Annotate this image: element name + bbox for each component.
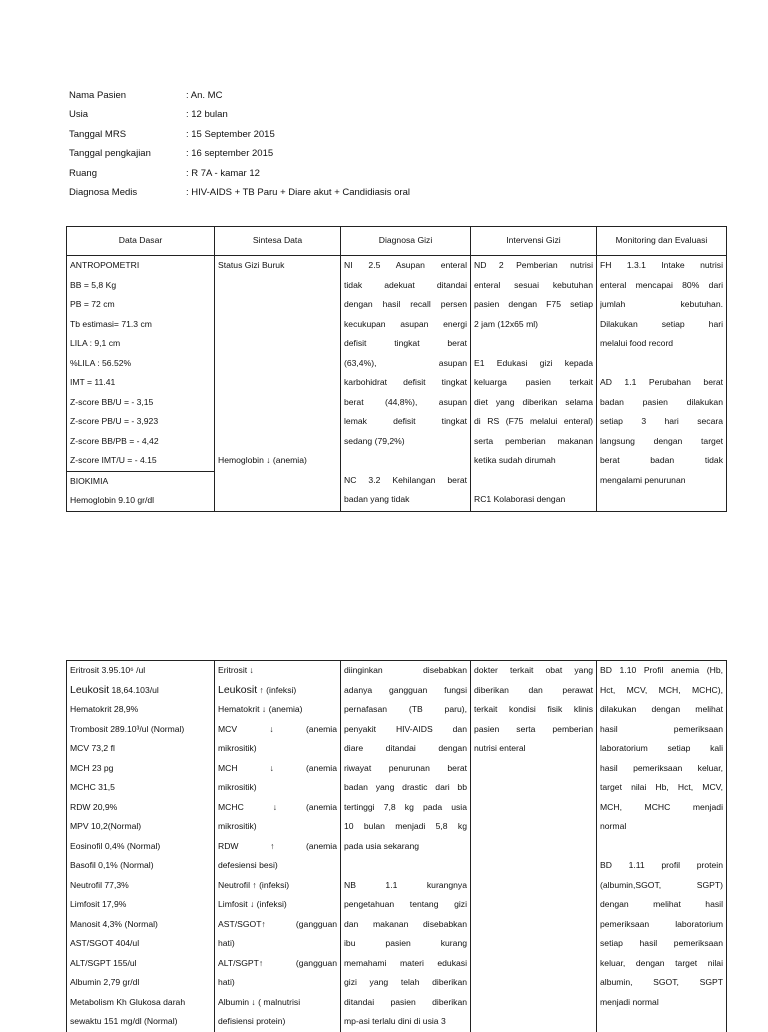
patient-info-row (69, 183, 729, 202)
monitoring-evaluasi-cell (597, 256, 727, 512)
sintesa-data-cell (215, 256, 341, 512)
diagnosis-line: NC 3.2 Kehilangan berat (344, 474, 467, 485)
synthesis-line: Status Gizi Buruk (218, 260, 285, 270)
patient-info-value: : HIV-AIDS + TB Paru + Diare akut + Candidiasis oral (186, 186, 410, 198)
monitoring-line: melalui food record (600, 338, 674, 348)
diagnosis-line: gizi yang telah diberikan (344, 977, 467, 987)
monitoring-line: berat badan tidak (600, 455, 723, 465)
monitoring-line: badan pasien dilakukan (600, 396, 723, 407)
diagnosis-line: tidak adekuat ditandai (344, 279, 467, 290)
diagnosis-line: mp-asi terlalu dini di usia 3 (344, 1016, 446, 1026)
intervensi-continued-cell (471, 661, 597, 1032)
lab-value-line: MPV 10,2(Normal) (70, 821, 142, 831)
intervention-line: 2 jam (12x65 ml) (474, 318, 538, 329)
lab-synthesis-line: ALT/SGPT↑ (gangguan (218, 957, 337, 968)
diagnosis-line: memahami materi edukasi (344, 957, 467, 968)
patient-info (69, 86, 729, 202)
header-intervensi-gizi: Intervensi Gizi (471, 227, 597, 256)
patient-info-row (69, 105, 729, 124)
intervensi-gizi-cell (471, 256, 597, 512)
monitoring-line: pemeriksaan laboratorium (600, 918, 723, 929)
nutrition-care-table-2 (66, 660, 727, 1032)
lab-value-line: Manosit 4,3% (Normal) (70, 918, 158, 929)
lab-value-line: Hematokrit 28,9% (70, 704, 139, 714)
diagnosis-line: riwayat penurunan berat (344, 762, 467, 773)
diagnosis-line: ibu pasien kurang (344, 938, 467, 948)
monitoring-line: (albumin,SGOT, SGPT) (600, 879, 723, 890)
monitoring-line: jumlah kebutuhan. (600, 299, 723, 309)
biochemistry-line: BIOKIMIA (70, 475, 109, 486)
lab-value-line: Basofil 0,1% (Normal) (70, 860, 154, 870)
patient-info-row (69, 144, 729, 163)
lab-value-line: MCHC 31,5 (70, 782, 115, 792)
diagnosis-line: ditandai pasien diberikan (344, 996, 467, 1007)
monitoring-line: BD 1.11 profil protein (600, 860, 723, 870)
lab-synthesis-line: Albumin ↓ ( malnutrisi (218, 996, 301, 1007)
diagnosa-gizi-cell (341, 256, 471, 512)
diagnosis-line: 10 bulan menjadi 5,8 kg (344, 821, 467, 831)
anthropometry-line: Z-score BB/PB = - 4,42 (70, 435, 159, 446)
lab-value-line: Neutrofil 77,3% (70, 879, 129, 890)
diagnosis-line: karbohidrat defisit tingkat (344, 377, 467, 387)
lab-synthesis-cell (215, 661, 341, 1032)
hemoglobin-synthesis: Hemoglobin ↓ (anemia) (218, 455, 307, 465)
patient-info-label: Diagnosa Medis (69, 186, 138, 198)
monitoring-line: BD 1.10 Profil anemia (Hb, (600, 665, 723, 675)
monitoring-line: target nilai Hb, Hct, MCV, (600, 782, 723, 792)
lab-synthesis-line: RDW ↑ (anemia (218, 840, 337, 851)
intervention-line: pasien serta pemberian (474, 723, 593, 734)
monitoring-line: enteral mencapai 80% dari (600, 279, 723, 290)
lab-synthesis-line: mikrositik) (218, 782, 257, 792)
patient-info-value: : 16 september 2015 (186, 148, 274, 160)
diagnosis-line: badan yang drastic dari bb (344, 782, 467, 792)
diagnosa-continued-cell (341, 661, 471, 1032)
diagnosis-line: NB 1.1 kurangnya (344, 879, 467, 890)
lab-synthesis-line: hati) (218, 977, 235, 987)
diagnosis-line: pernafasan (TB paru), (344, 704, 467, 714)
lab-value-line: Limfosit 17,9% (70, 899, 127, 909)
intervention-line: dokter terkait obat yang (474, 665, 593, 675)
lab-value-line: MCV 73,2 fl (70, 743, 115, 753)
anthropometry-line: %LILA : 56.52% (70, 357, 132, 368)
lab-synthesis-line: Neutrofil ↑ (infeksi) (218, 879, 290, 890)
lab-value-line: Trombosit 289.10³/ul (Normal) (70, 723, 185, 734)
lab-data-cell (67, 661, 215, 1032)
monitoring-line: albumin, SGOT, SGPT (600, 977, 723, 987)
anthropometry-line: Tb estimasi= 71.3 cm (70, 318, 152, 329)
patient-info-label: Tanggal pengkajian (69, 148, 151, 160)
intervention-line: serta pemberian makanan (474, 435, 593, 446)
anthropometry-line: ANTROPOMETRI (70, 260, 140, 270)
lab-synthesis-line: hati) (218, 938, 235, 948)
anthropometry-line: Z-score IMT/U = - 4.15 (70, 455, 157, 465)
diagnosis-line: NI 2.5 Asupan enteral (344, 260, 467, 270)
monitoring-line: Hct, MCV, MCH, MCHC), (600, 684, 723, 695)
monitoring-line: mengalami penurunan (600, 474, 686, 485)
header-diagnosa-gizi: Diagnosa Gizi (341, 227, 471, 256)
header-sintesa-data: Sintesa Data (215, 227, 341, 256)
lab-synthesis-line: mikrositik) (218, 743, 257, 753)
intervention-line: di RS (F75 melalui enteral) (474, 416, 593, 426)
diagnosis-line: (63,4%), asupan (344, 357, 467, 368)
lab-value-line: Metabolism Kh Glukosa darah (70, 996, 186, 1007)
diagnosis-line (344, 451, 467, 471)
biochemistry-line: Hemoglobin 9.10 gr/dl (70, 495, 155, 505)
table-row (67, 256, 727, 512)
monitoring-line: MCH, MCHC menjadi (600, 801, 723, 812)
diagnosis-line: diare ditandai dengan (344, 743, 467, 753)
patient-info-value: : An. MC (186, 90, 223, 101)
monitoring-line: dilakukan dengan melihat (600, 704, 723, 714)
patient-info-label: Usia (69, 109, 89, 121)
lab-synthesis-line: AST/SGOT↑ (gangguan (218, 918, 337, 929)
patient-info-label: Ruang (69, 167, 97, 179)
intervention-line: RC1 Kolaborasi dengan (474, 494, 566, 504)
diagnosis-line: pada usia sekarang (344, 840, 420, 851)
lab-synthesis-line: defesiensi besi) (218, 860, 278, 870)
lab-value-line: MCH 23 pg (70, 762, 114, 773)
diagnosis-line: pengetahuan tentang gizi (344, 899, 467, 909)
intervention-line: nutrisi enteral (474, 743, 526, 753)
intervention-line (474, 334, 593, 354)
monitoring-continued-cell (597, 661, 727, 1032)
lab-synthesis-line: Hematokrit ↓ (anemia) (218, 704, 303, 714)
monitoring-line: FH 1.3.1 Intake nutrisi (600, 260, 723, 270)
intervention-line: E1 Edukasi gizi kepada (474, 357, 593, 368)
diagnosis-line: adanya gangguan fungsi (344, 684, 467, 695)
table-header-row (67, 227, 727, 256)
lab-synthesis-line: Leukosit ↑ (infeksi) (218, 683, 297, 696)
lab-synthesis-line: mikrositik) (218, 821, 257, 831)
diagnosis-line: penyakit HIV-AIDS dan (344, 723, 467, 734)
intervention-line: ketika sudah dirumah (474, 455, 556, 465)
monitoring-line: hasil pemeriksaan keluar, (600, 762, 723, 773)
monitoring-line: laboratorium setiap kali (600, 743, 723, 753)
monitoring-line: setiap hasil pemeriksaan (600, 938, 723, 948)
intervention-line: ND 2 Pemberian nutrisi (474, 260, 593, 270)
diagnosis-line (344, 856, 467, 876)
lab-value-line: sewaktu 151 mg/dl (Normal) (70, 1016, 178, 1026)
patient-info-row (69, 86, 729, 105)
lab-synthesis-line: Eritrosit ↓ (218, 665, 254, 675)
lab-synthesis-line: Limfosit ↓ (infeksi) (218, 899, 287, 909)
patient-info-value: : 12 bulan (186, 109, 228, 121)
anthropometry-line: BB = 5,8 Kg (70, 279, 117, 290)
patient-info-row (69, 164, 729, 183)
intervention-line (474, 471, 593, 491)
anthropometry-line: IMT = 11.41 (70, 377, 116, 387)
lab-synthesis-line: MCHC ↓ (anemia (218, 801, 337, 812)
lab-synthesis-line: defisiensi protein) (218, 1016, 286, 1026)
lab-value-line: ALT/SGPT 155/ul (70, 957, 137, 968)
patient-info-label: Tanggal MRS (69, 128, 127, 140)
patient-info-value: : 15 September 2015 (186, 128, 275, 140)
intervention-line: diberikan dan perawat (474, 684, 593, 695)
data-dasar-cell (67, 256, 215, 512)
monitoring-line: setiap 3 hari secara (600, 416, 723, 426)
monitoring-line (600, 354, 723, 374)
anthropometry-line: Z-score BB/U = - 3,15 (70, 396, 154, 407)
patient-info-label: Nama Pasien (69, 90, 127, 101)
anthropometry-line: Z-score PB/U = - 3,923 (70, 416, 159, 426)
diagnosis-line: diinginkan disebabkan (344, 665, 467, 675)
lab-value-line: Eritrosit 3.95.10⁶ /ul (70, 665, 146, 675)
monitoring-line (600, 837, 723, 857)
intervention-line: terkait kondisi fisik klinis (474, 704, 593, 714)
diagnosis-line: dengan hasil recall persen (344, 299, 467, 309)
lab-value-line: Leukosit 18,64.103/ul (70, 683, 159, 696)
lab-synthesis-line: MCV ↓ (anemia (218, 723, 337, 734)
patient-info-value: : R 7A - kamar 12 (186, 167, 260, 179)
diagnosis-line: badan yang tidak (344, 494, 410, 504)
monitoring-line: AD 1.1 Perubahan berat (600, 377, 723, 387)
header-data-dasar: Data Dasar (67, 227, 215, 256)
diagnosis-line: dan makanan disebabkan (344, 918, 467, 929)
diagnosis-line: lemak defisit tingkat (344, 416, 467, 426)
diagnosis-line: sedang (79,2%) (344, 435, 405, 446)
intervention-line: enteral sesuai kebutuhan (474, 279, 593, 290)
anthropometry-line: LILA : 9,1 cm (70, 338, 121, 348)
monitoring-line: hasil pemeriksaan (600, 723, 723, 734)
intervention-line: keluarga pasien terkait (474, 377, 593, 387)
lab-value-line: Albumin 2,79 gr/dl (70, 977, 140, 987)
monitoring-line: Dilakukan setiap hari (600, 318, 723, 329)
patient-info-row (69, 125, 729, 144)
lab-synthesis-line: MCH ↓ (anemia (218, 762, 337, 773)
diagnosis-line: kecukupan asupan energi (344, 318, 467, 329)
diagnosis-line: tertinggi 7,8 kg pada usia (344, 801, 467, 812)
header-monitoring-evaluasi: Monitoring dan Evaluasi (597, 227, 727, 256)
monitoring-line: menjadi normal (600, 996, 659, 1007)
intervention-line: pasien dengan F75 setiap (474, 299, 593, 309)
monitoring-line: langsung dengan target (600, 435, 723, 446)
lab-value-line: AST/SGOT 404/ul (70, 938, 140, 948)
anthropometry-line: PB = 72 cm (70, 299, 115, 309)
monitoring-line: dengan melihat hasil (600, 899, 723, 909)
table-row (67, 661, 727, 1032)
diagnosis-line: defisit tingkat berat (344, 338, 467, 348)
lab-value-line: Eosinofil 0,4% (Normal) (70, 840, 161, 851)
monitoring-line: normal (600, 821, 627, 831)
intervention-line: diet yang diberikan selama (474, 396, 593, 407)
monitoring-line: keluar, dengan target nilai (600, 957, 723, 968)
nutrition-care-table-1 (66, 226, 727, 512)
lab-value-line: RDW 20,9% (70, 801, 118, 812)
diagnosis-line: berat (44,8%), asupan (344, 396, 467, 407)
